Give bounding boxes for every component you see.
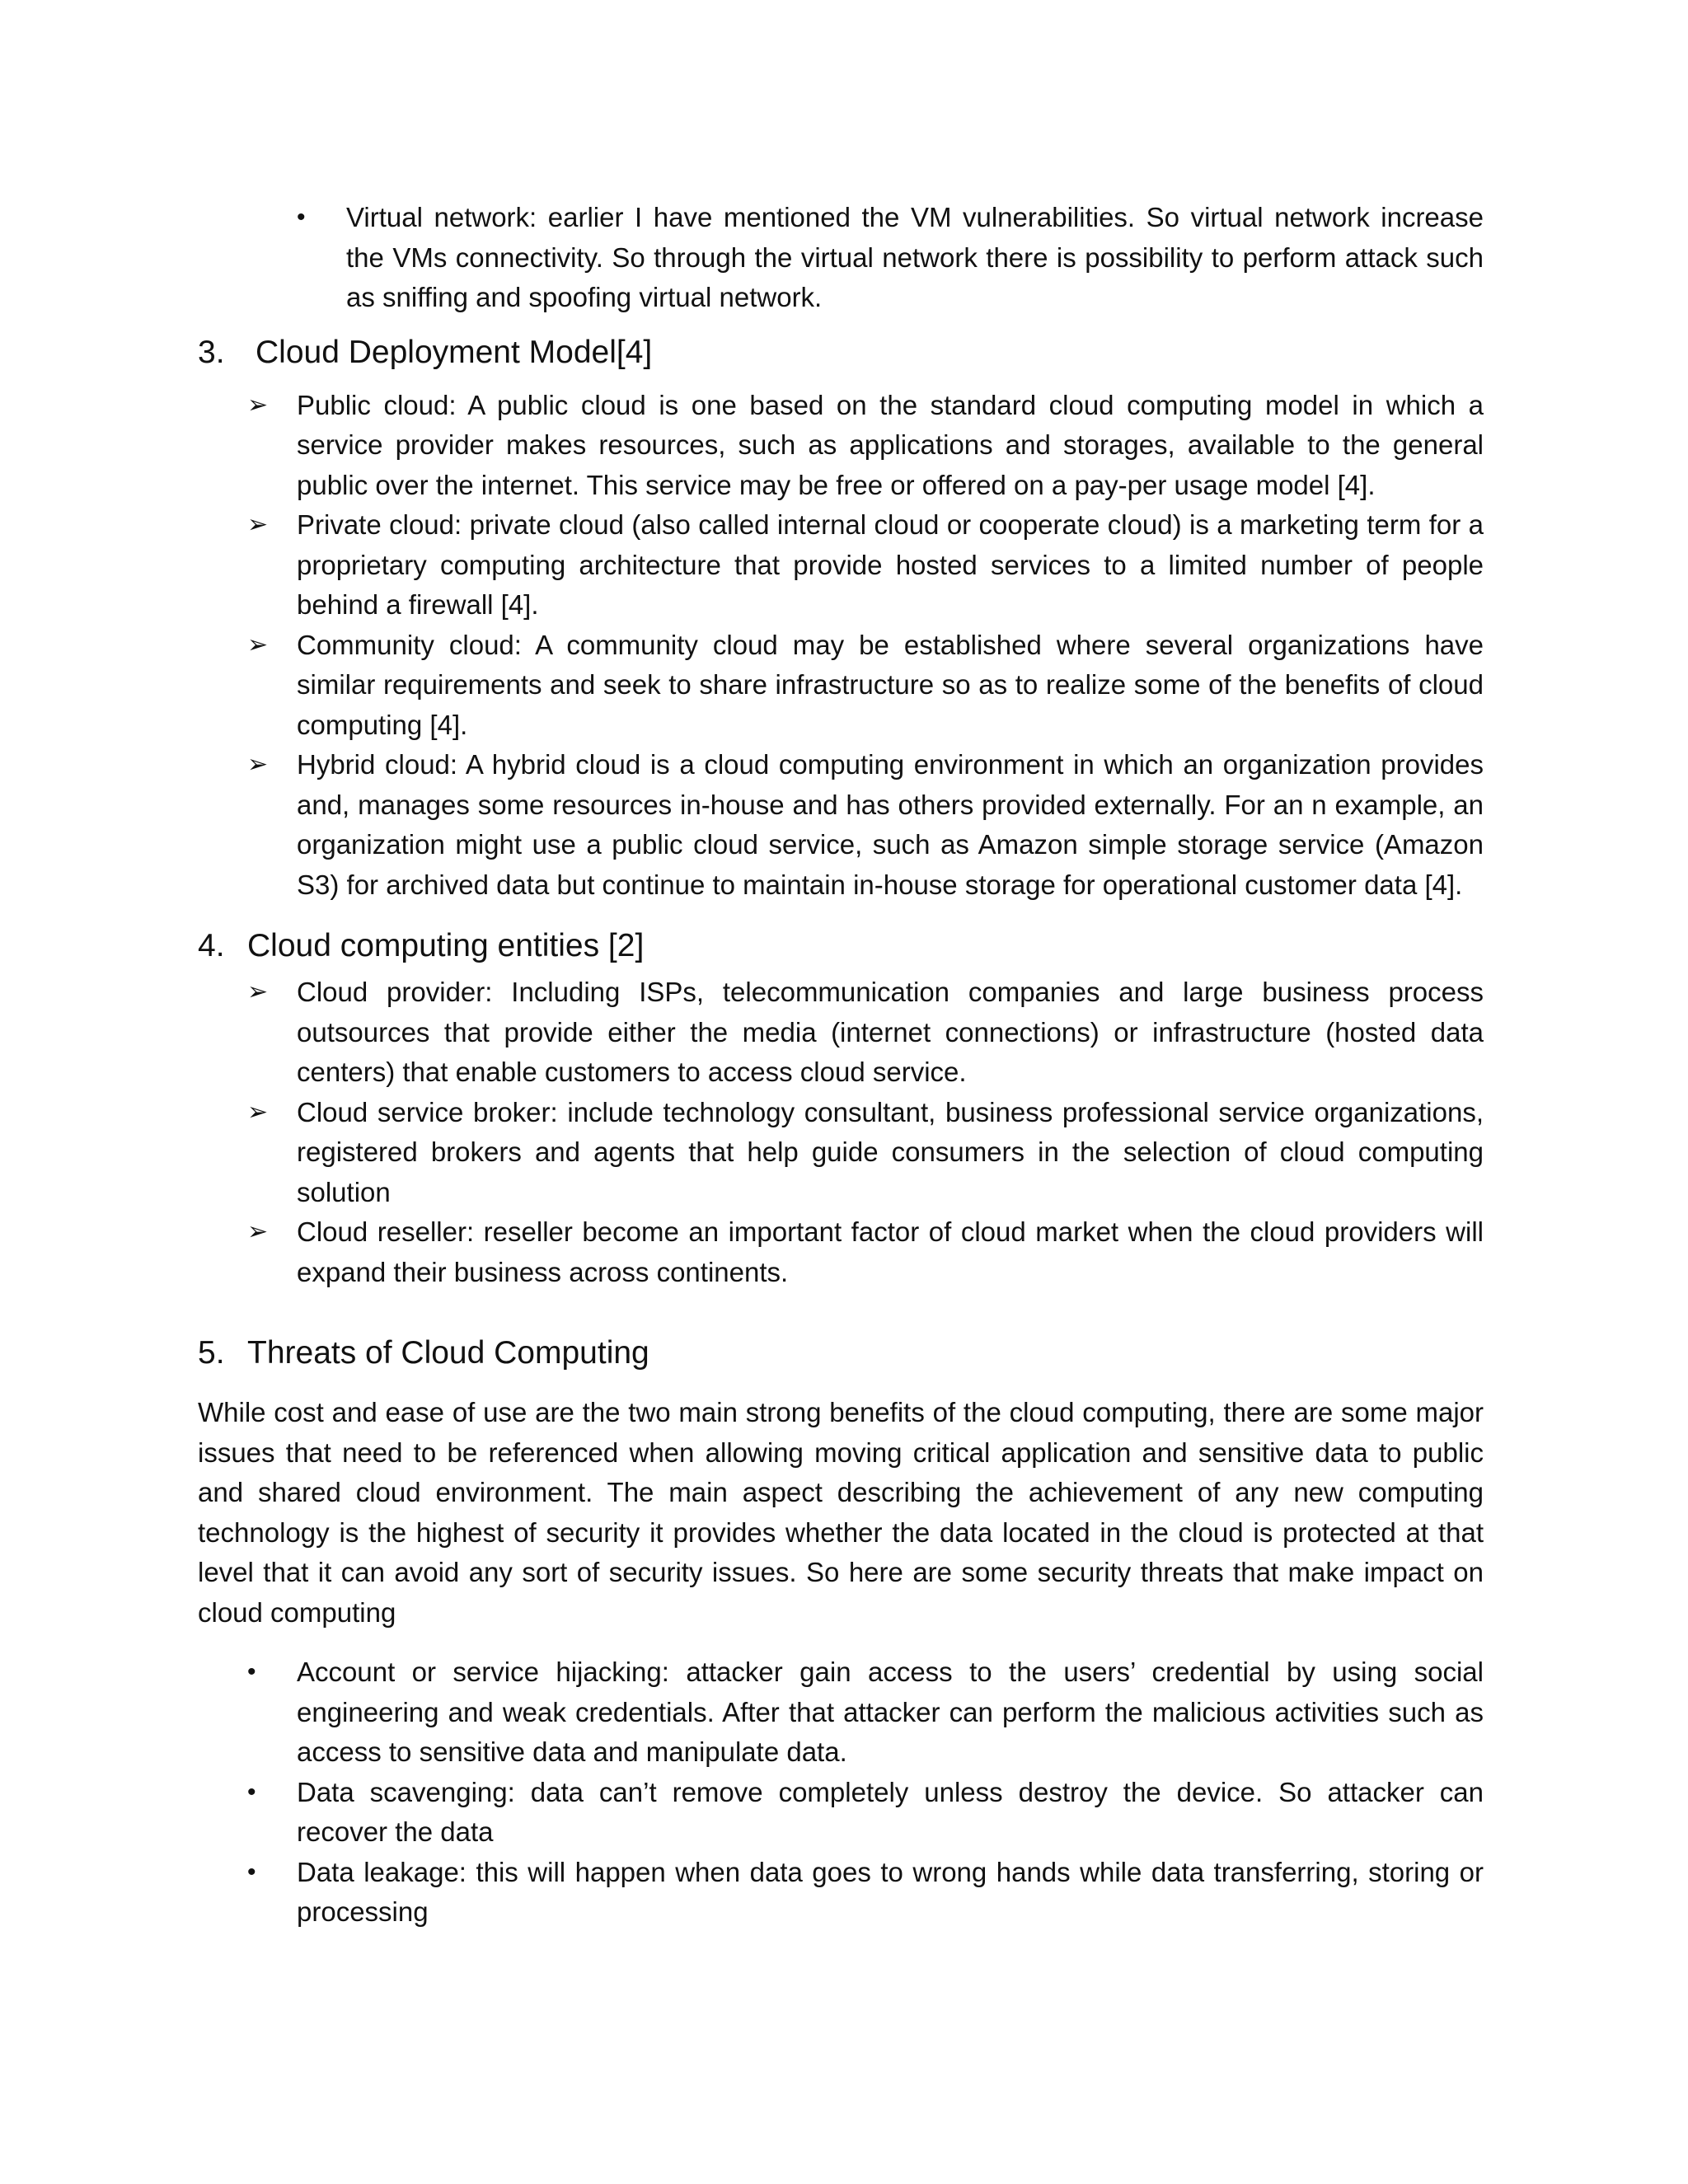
section-5-number: 5.	[198, 1335, 225, 1371]
list-item	[247, 1093, 1484, 1213]
section-4-title: Cloud computing entities [2]	[247, 928, 645, 963]
section-5-title: Threats of Cloud Computing	[247, 1335, 649, 1371]
list-item	[247, 745, 1484, 905]
list-item	[247, 505, 1484, 626]
section-4-heading	[198, 923, 1484, 969]
list-item-text: Community cloud: A community cloud may be established where several organizations have similar requirements and seek to share infrastructure so as to realize some of the benefits of cloud computing [4].	[297, 629, 1484, 740]
intro-bullet-list	[297, 198, 1484, 318]
section-5-paragraph: While cost and ease of use are the two main strong benefits of the cloud computing, there are some major issues that need to be referenced when allowing moving critical application and sensitive data to public and shared cloud environment. The main aspect describing the achievement of any new computing technology is the highest of security it provides whether the data located in the cloud is protected at that level that it can avoid any sort of security issues. So here are some security threats that make impact on cloud computing	[198, 1397, 1484, 1628]
list-item	[297, 198, 1484, 318]
list-item-text: Private cloud: private cloud (also called internal cloud or cooperate cloud) is a marketing term for a proprietary computing architecture that provide hosted services to a limited number of people behind a firewall [4].	[297, 509, 1484, 620]
list-item-text: Public cloud: A public cloud is one based on the standard cloud computing model in which a service provider makes resources, such as applications and storages, available to the general public over the internet. This service may be free or offered on a pay-per usage model [4].	[297, 389, 1484, 500]
list-item-text: Virtual network: earlier I have mentioned the VM vulnerabilities. So virtual network increase the VMs connectivity. So through the virtual network there is possibility to perform attack such as sniffing and spoofing virtual network.	[346, 202, 1484, 312]
bullet-marker: •	[247, 1658, 256, 1685]
list-item	[247, 1212, 1484, 1292]
list-item	[247, 1853, 1484, 1933]
section-5-list	[247, 1652, 1484, 1933]
arrow-bullet-icon: ➢	[247, 511, 269, 538]
list-item-text: Cloud reseller: reseller become an important factor of cloud market when the cloud providers will expand their business across continents.	[297, 1216, 1484, 1287]
list-item-text: Cloud service broker: include technology consultant, business professional service organizations, registered brokers and agents that help guide consumers in the selection of cloud computing solution	[297, 1096, 1484, 1207]
section-4-list	[247, 972, 1484, 1292]
bullet-marker: •	[297, 204, 306, 231]
arrow-bullet-icon: ➢	[247, 1098, 269, 1126]
list-item	[247, 1773, 1484, 1853]
section-3-number: 3.	[198, 334, 225, 370]
arrow-bullet-icon: ➢	[247, 630, 269, 658]
bullet-marker: •	[247, 1778, 256, 1806]
arrow-bullet-icon: ➢	[247, 391, 269, 419]
arrow-bullet-icon: ➢	[247, 978, 269, 1005]
list-item	[247, 972, 1484, 1093]
bullet-marker: •	[247, 1858, 256, 1886]
list-item-text: Hybrid cloud: A hybrid cloud is a cloud computing environment in which an organization provides and, manages some resources in-house and has others provided externally. For an n example, an organization might use a public cloud service, such as Amazon simple storage service (Amazon S3) for archived data but continue to maintain in-house storage for operational customer data [4].	[297, 749, 1484, 900]
list-item	[247, 386, 1484, 506]
arrow-bullet-icon: ➢	[247, 1218, 269, 1245]
list-item-text: Data scavenging: data can’t remove completely unless destroy the device. So attacker can recover the data	[297, 1776, 1484, 1847]
list-item-text: Data leakage: this will happen when data goes to wrong hands while data transferring, storing or processing	[297, 1856, 1484, 1927]
list-item	[247, 626, 1484, 746]
section-4-number: 4.	[198, 928, 225, 963]
section-5-heading	[198, 1330, 1484, 1376]
section-3-heading	[198, 330, 1484, 376]
arrow-bullet-icon: ➢	[247, 751, 269, 778]
section-3-list	[247, 386, 1484, 906]
list-item-text: Account or service hijacking: attacker gain access to the users’ credential by using social engineering and weak credentials. After that attacker can perform the malicious activities such as access to sensitive data and manipulate data.	[297, 1657, 1484, 1767]
section-3-title: Cloud Deployment Model[4]	[256, 334, 653, 370]
list-item	[247, 1652, 1484, 1773]
document-content	[198, 198, 1484, 1933]
list-item-text: Cloud provider: Including ISPs, telecommunication companies and large business process outsources that provide either the media (internet connections) or infrastructure (hosted data centers) that enable customers to access cloud service.	[297, 977, 1484, 1087]
